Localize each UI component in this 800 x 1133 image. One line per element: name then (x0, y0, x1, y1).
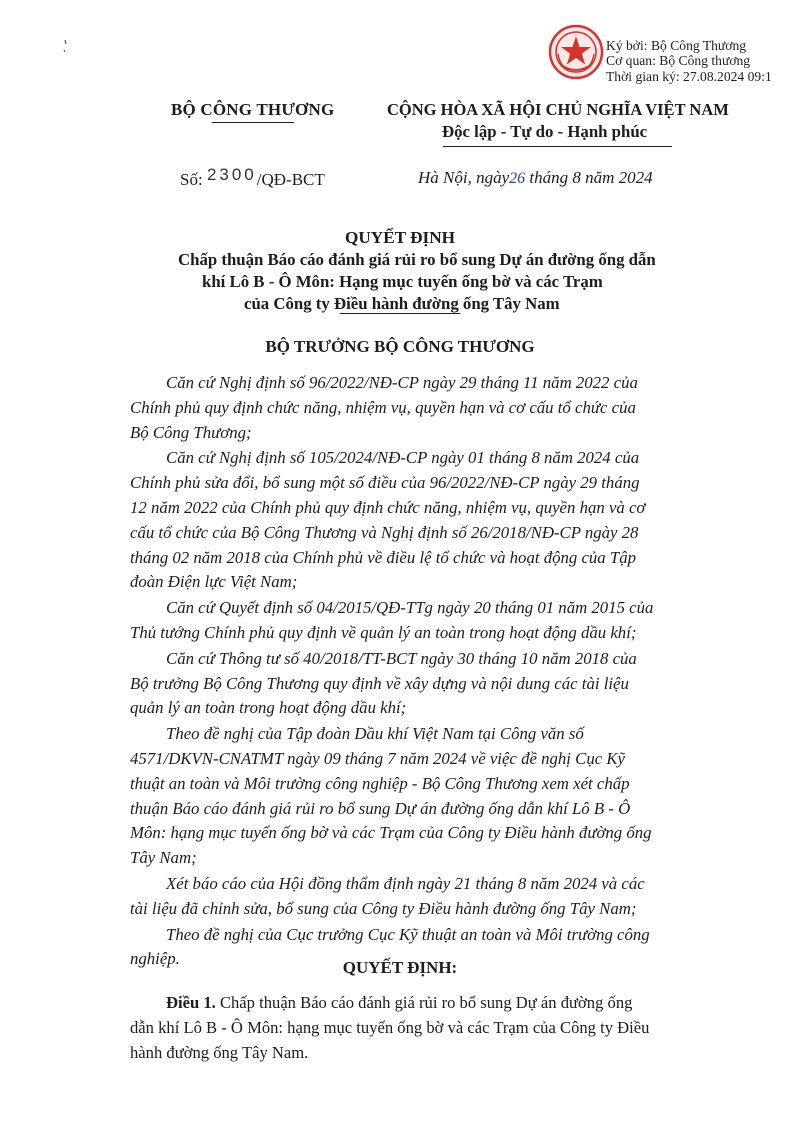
preamble-line: Theo đề nghị của Tập đoàn Dầu khí Việt Nam tại Công văn số (166, 724, 584, 744)
preamble-line: thuật an toàn và Môi trường công nghiệp - Bộ Công Thương xem xét chấp (130, 773, 630, 793)
issue-date (418, 168, 653, 188)
preamble-item (130, 596, 725, 646)
date-prefix: Hà Nội, ngày (418, 168, 510, 187)
pen-mark (62, 38, 74, 54)
subject-line-2: khí Lô B - Ô Môn: Hạng mục tuyến ống bờ và các Trạm (202, 272, 603, 291)
preamble-line: Chính phủ sửa đổi, bổ sung một số điều của 96/2022/NĐ-CP ngày 29 tháng (130, 473, 640, 493)
org-underline (212, 122, 294, 123)
national-title: CỘNG HÒA XÃ HỘI CHỦ NGHĨA VIỆT NAM (387, 100, 729, 119)
authority-heading: BỘ TRƯỞNG BỘ CÔNG THƯƠNG (265, 337, 535, 356)
preamble-line: 4571/DKVN-CNATMT ngày 09 tháng 7 năm 2024 về việc đề nghị Cục Kỹ (130, 748, 625, 768)
article-1 (130, 990, 649, 1065)
preamble-line: Căn cứ Nghị định số 105/2024/NĐ-CP ngày 01 tháng 8 năm 2024 của (166, 448, 640, 468)
signature-signer: Ký bởi: Bộ Công Thương (606, 38, 747, 53)
national-emblem-seal-icon (548, 24, 604, 80)
preamble-line: tháng 02 năm 2018 của Chính phủ về điều lệ tổ chức và hoạt động của Tập (130, 547, 636, 567)
preamble-line: Bộ trưởng Bộ Công Thương quy định về xây dựng và nội dung các tài liệu (130, 673, 629, 693)
subject-underline (340, 313, 460, 314)
national-motto: Độc lập - Tự do - Hạnh phúc (442, 122, 648, 141)
preamble-line: Chính phủ quy định chức năng, nhiệm vụ, quyền hạn và cơ cấu tổ chức của (130, 397, 636, 417)
preamble-line: Thủ tướng Chính phủ quy định về quản lý an toàn trong hoạt động dầu khí; (130, 622, 637, 642)
preamble-item (130, 872, 725, 922)
preamble-line: Theo đề nghị của Cục trưởng Cục Kỹ thuật an toàn và Môi trường công (166, 924, 650, 944)
number-value: 2300 (206, 165, 257, 184)
article-1-label: Điều 1. (166, 993, 216, 1012)
signature-time: Thời gian ký: 27.08.2024 09:1 (606, 68, 772, 84)
date-day: 26 (509, 170, 526, 187)
preamble-line: nghiệp. (130, 949, 180, 969)
digital-signature-info (606, 38, 772, 84)
article-1-line: dẫn khí Lô B - Ô Môn: hạng mục tuyến ống bờ và các Trạm của Công ty Điều (130, 1018, 650, 1037)
article-1-line (130, 990, 649, 1015)
preamble-item (130, 371, 725, 445)
preamble-line: cấu tổ chức của Bộ Công Thương và Nghị định số 26/2018/NĐ-CP ngày 28 (130, 522, 639, 542)
decision-heading: QUYẾT ĐỊNH: (342, 958, 458, 977)
preamble-line: tài liệu đã chỉnh sửa, bổ sung của Công ty Điều hành đường ống Tây Nam; (130, 898, 637, 918)
issuing-organization: BỘ CÔNG THƯƠNG (171, 100, 335, 119)
preamble-line: thuận Báo cáo đánh giá rủi ro bổ sung Dự án đường ống dẫn khí Lô B - Ô (130, 798, 631, 818)
preamble-line: đoàn Điện lực Việt Nam; (130, 572, 298, 592)
preamble-line: Môn: hạng mục tuyến ống bờ và các Trạm của Công ty Điều hành đường ống (130, 823, 652, 843)
document-type-title: QUYẾT ĐỊNH (345, 228, 455, 247)
number-suffix: /QĐ-BCT (256, 170, 325, 189)
subject-line-3: của Công ty Điều hành đường ống Tây Nam (244, 294, 560, 313)
preamble-item (130, 647, 725, 721)
preamble-line: quản lý an toàn trong hoạt động dầu khí; (130, 698, 407, 718)
preamble-line: Căn cứ Quyết định số 04/2015/QĐ-TTg ngày 20 tháng 01 năm 2015 của (166, 598, 654, 618)
preamble-line: Bộ Công Thương; (130, 422, 252, 442)
subject-line-1: Chấp thuận Báo cáo đánh giá rủi ro bổ sung Dự án đường ống dẫn (178, 250, 656, 269)
preamble-item (130, 722, 725, 871)
date-suffix: tháng 8 năm 2024 (529, 168, 653, 187)
number-prefix: Số: (180, 170, 203, 189)
article-1-line: hành đường ống Tây Nam. (130, 1043, 309, 1062)
preamble-line: Căn cứ Thông tư số 40/2018/TT-BCT ngày 30 tháng 10 năm 2018 của (166, 648, 637, 668)
preamble-line: 12 năm 2022 của Chính phủ quy định chức năng, nhiệm vụ, quyền hạn và cơ (130, 497, 646, 517)
document-number (180, 165, 325, 190)
motto-underline (443, 146, 672, 147)
preamble (130, 371, 725, 972)
preamble-item (130, 446, 725, 595)
preamble-line: Xét báo cáo của Hội đồng thẩm định ngày 21 tháng 8 năm 2024 và các (166, 873, 645, 893)
article-1-text: Chấp thuận Báo cáo đánh giá rủi ro bổ sung Dự án đường ống (219, 993, 633, 1012)
preamble-line: Tây Nam; (130, 848, 197, 868)
signature-agency: Cơ quan: Bộ Công thương (606, 53, 751, 69)
preamble-line: Căn cứ Nghị định số 96/2022/NĐ-CP ngày 29 tháng 11 năm 2022 của (166, 373, 638, 392)
